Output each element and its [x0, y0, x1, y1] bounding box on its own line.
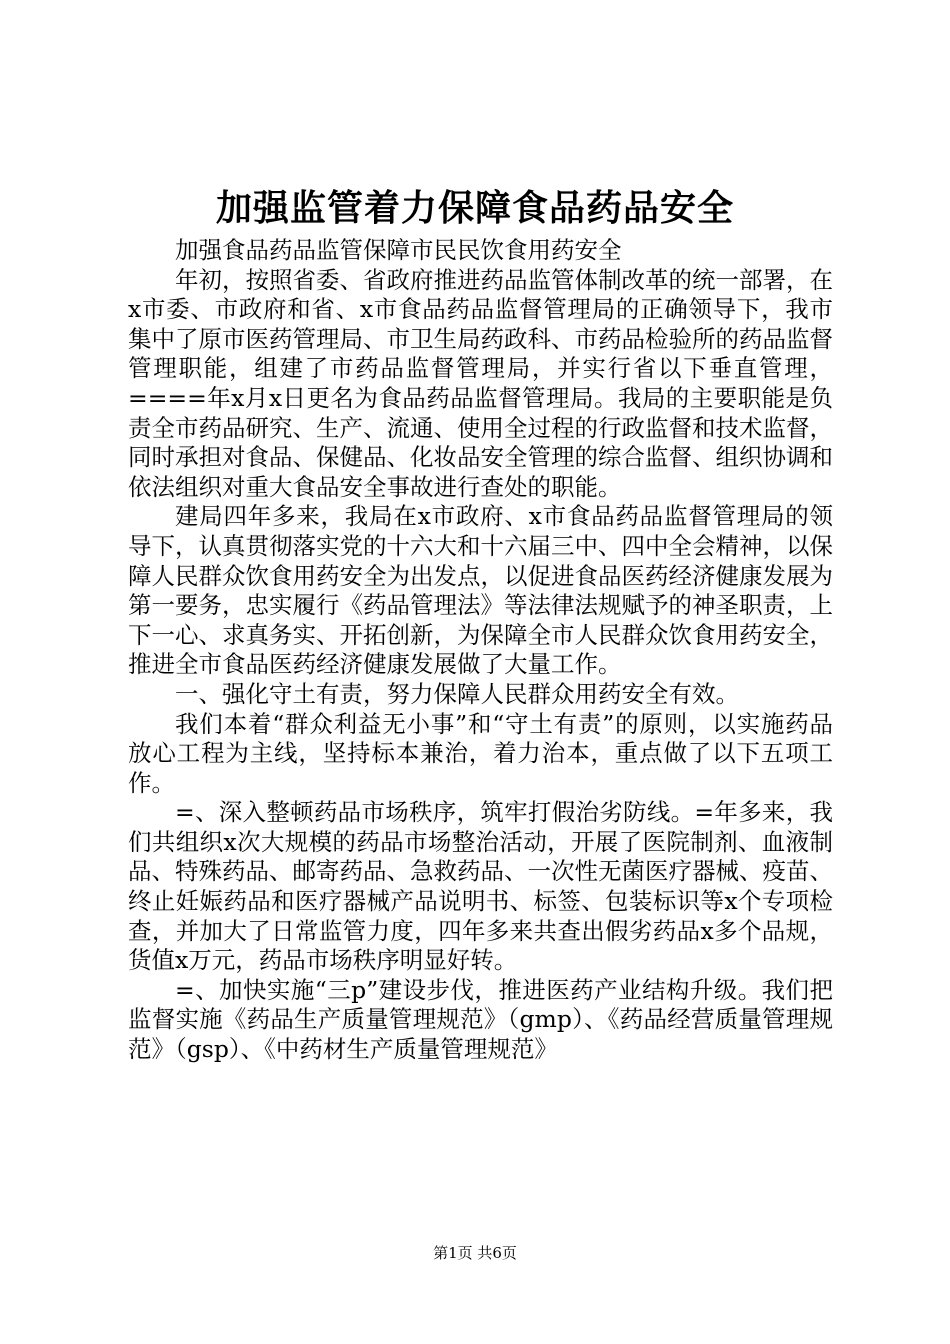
paragraph: =、深入整顿药品市场秩序，筑牢打假治劣防线。=年多来，我们共组织x次大规模的药品市场整治活动，开展了医院制剂、血液制品、特殊药品、邮寄药品、急救药品、一次性无菌医疗器械、疫苗、终止妊娠药品和医疗器械产品说明书、标签、包装标识等x个专项检查，并加大了日常监管力度，四年多来共查出假劣药品x多个品规，货值x万元，药品市场秩序明显好转。	[128, 798, 833, 975]
paragraph: 年初，按照省委、省政府推进药品监管体制改革的统一部署，在x市委、市政府和省、x市食品药品监督管理局的正确领导下，我市集中了原市医药管理局、市卫生局药政科、市药品检验所的药品监督管理职能，组建了市药品监督管理局，并实行省以下垂直管理，====年x月x日更名为食品药品监督管理局。我局的主要职能是负责全市药品研究、生产、流通、使用全过程的行政监督和技术监督，同时承担对食品、保健品、化妆品安全管理的综合监督、组织协调和依法组织对重大食品安全事故进行查处的职能。	[128, 265, 833, 501]
paragraph: 建局四年多来，我局在x市政府、x市食品药品监督管理局的领导下，认真贯彻落实党的十六大和十六届三中、四中全会精神，以保障人民群众饮食用药安全为出发点，以促进食品医药经济健康发展为第一要务，忠实履行《药品管理法》等法律法规赋予的神圣职责，上下一心、求真务实、开拓创新，为保障全市人民群众饮食用药安全，推进全市食品医药经济健康发展做了大量工作。	[128, 502, 833, 679]
paragraph: =、加快实施“三p”建设步伐，推进医药产业结构升级。我们把监督实施《药品生产质量管理规范》（gmp）、《药品经营质量管理规范》（gsp）、《中药材生产质量管理规范》	[128, 975, 833, 1064]
page-footer: 第1页 共6页	[433, 1244, 517, 1262]
document-body	[128, 236, 833, 1065]
paragraph: 加强食品药品监管保障市民民饮食用药安全	[175, 236, 622, 264]
paragraph: 我们本着“群众利益无小事”和“守土有责”的原则，以实施药品放心工程为主线，坚持标本兼治，着力治本，重点做了以下五项工作。	[128, 709, 833, 797]
section-heading: 一、强化守土有责，努力保障人民群众用药安全有效。	[175, 679, 739, 708]
document-title: 加强监管着力保障食品药品安全	[215, 187, 734, 229]
